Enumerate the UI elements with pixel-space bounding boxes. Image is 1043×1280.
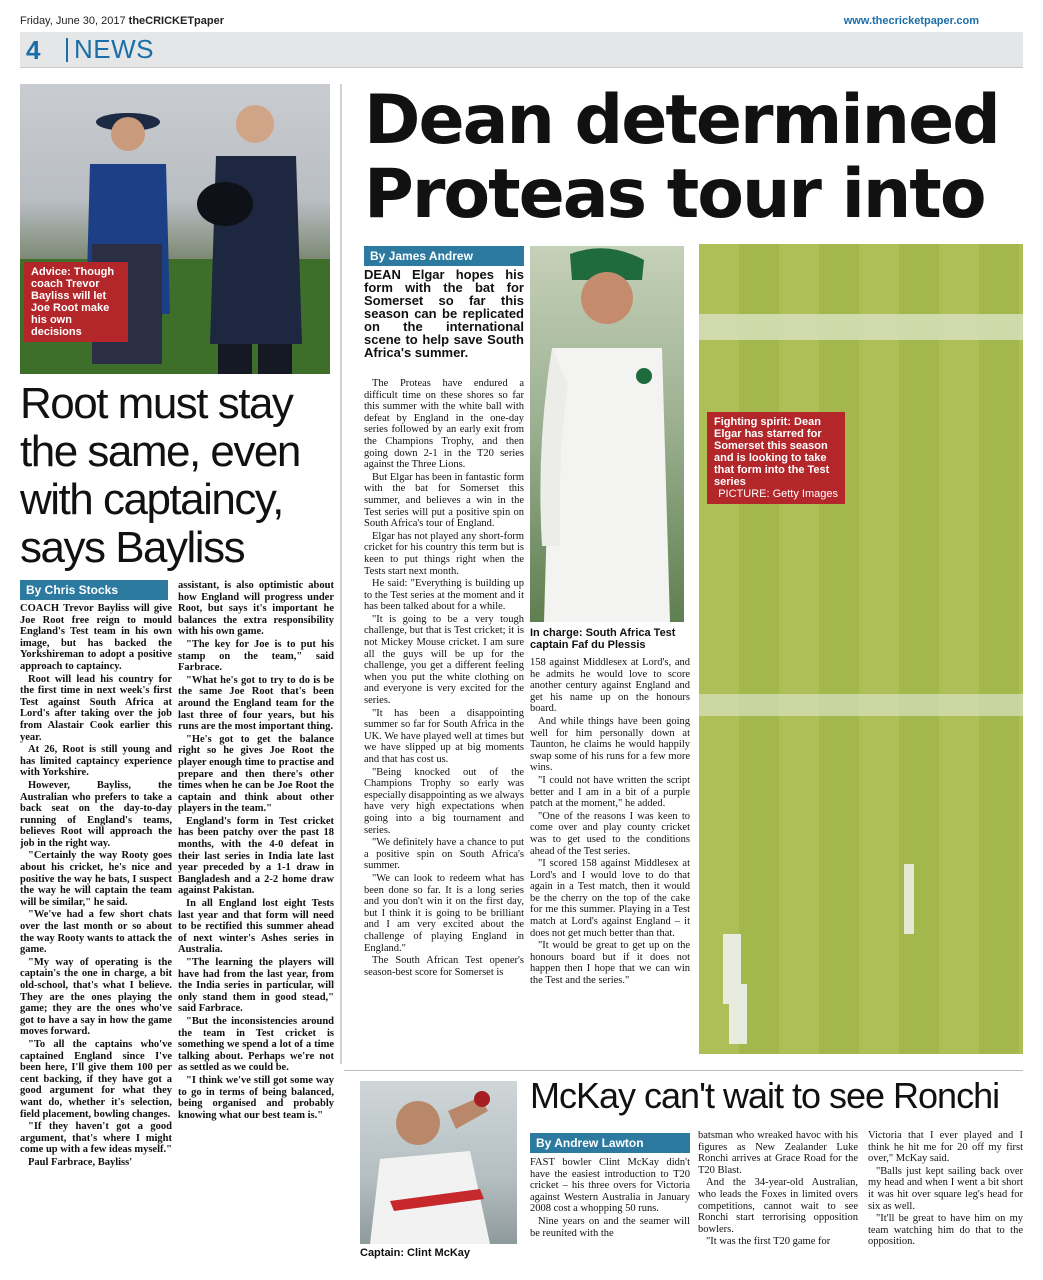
photo-pitch [699,244,1023,1054]
paragraph: "Being knocked out of the Champions Trophy so early was especially disappointing as we always have very high expectations when going into a big tournament and series. [364,766,524,836]
mckay-story-column-1 [530,1157,690,1260]
column-rule [340,84,342,1064]
website-url: www.thecricketpaper.com [843,15,979,27]
photo-faf-du-plessis [530,246,684,622]
caption-text: Fighting spirit: Dean Elgar has starred for Somerset this season and is looking to take that form into the Test series [714,416,830,488]
paragraph: Root will lead his country for the first time in next week's first Test against South Africa at Lord's after taking over the job from Alastair Cook earlier this year. [20,673,172,743]
paragraph: "I think we've still got some way to go in terms of being balanced, being organised and probably knowing what our best team is." [178,1074,334,1121]
photo-caption-faf: In charge: South Africa Test captain Faf du Plessis [530,627,676,651]
paragraph: Victoria that I ever played and I think he hit me for 20 off my first over," McKay said. [868,1130,1023,1165]
root-headline: Root must stay the same, even with captaincy, says Bayliss [20,379,300,572]
section-bar [20,32,1023,68]
paragraph: "One of the reasons I was keen to come over and play county cricket was to get used to the conditions ahead of the Test series. [530,810,690,857]
main-story-column-2 [530,657,690,1057]
paragraph: "He's got to get the balance right so he gives Joe Root the player enough time to practise and prepare and then there's other times when he can be Joe Root the captain and think about other players in the team." [178,733,334,815]
photo-clint-mckay [360,1081,517,1244]
main-lead-paragraph: DEAN Elgar hopes his form with the bat for Somerset so far this season can be replicated on the international scene to help save South Africa's summer. [364,267,524,360]
issue-date: Friday, June 30, 2017 [20,15,126,27]
paragraph: "I could not have written the script better and I am in a bit of a purple patch at the moment," he added. [530,774,690,810]
paragraph: "We definitely have a chance to put a positive spin on South Africa's summer. [364,837,524,872]
paragraph: COACH Trevor Bayliss will give Joe Root free reign to mould England's Test team in his own image, but has backed the Yorkshireman to adopt a positive approach to captaincy. [20,603,172,672]
paragraph: He said: "Everything is building up to the Test series at the moment and it has been talked about for a while. [364,578,524,613]
paragraph: "If they haven't got a good argument, that's where I might come up with a few ideas myself." [20,1121,172,1156]
page-number: 4 [26,35,41,65]
paragraph: "It was the first T20 game for [706,1236,831,1248]
paragraph: England's form in Test cricket has been patchy over the past 18 months, with the 4-0 defeat in their last series in India late last year preceded by a 1-1 draw in Bangladesh and a 2-2 home draw against Pakistan. [178,815,334,897]
photo-caption-pitch [707,412,845,504]
paragraph: "It'll be great to have him on my team watching him do that to the opposition. [868,1213,1023,1248]
paragraph: batsman who wreaked havoc with his figures as New Zealander Luke Ronchi arrives at Grace Road for the T20 Blast. [698,1130,858,1176]
paragraph: Elgar has not played any short-form cricket for his country this term but is keen to put things right when the Tests start next month. [364,530,524,577]
paragraph: "What he's got to try to do is be the same Joe Root that's been around the England team for the last three of four years, but his runs are the most important thing. [178,674,334,733]
main-headline: Dean determined Proteas tour into [364,81,999,234]
section-divider [66,38,68,62]
paragraph: "But the inconsistencies around the team in Test cricket is something we spend a lot of a time talking about. Perhaps we're not as settled as we could be. [178,1015,334,1074]
paragraph: 158 against Middlesex at Lord's, and he admits he would love to score another century against England and get his name up on the honours board. [530,657,690,715]
paragraph: And while things have been going well for him personally down at Taunton, he claims he would happily swap some of his runs for a few more wins. [530,715,690,774]
paragraph: The South African Test opener's season-best score for Somerset is [364,955,524,978]
paragraph: "It is going to be a very tough challenge, but that is Test cricket; it is not Mickey Mouse cricket. I am sure all the guys will be up for the challenge, you get a different feeling when you put the white clothing on and everyone is very excited for the series. [364,613,524,707]
story-rule [344,1070,1023,1071]
paragraph: "My way of operating is the captain's the one in charge, a bit old-school, that's what I believe. They are the ones playing the game; they are the ones who've got to have a say in how the game moves forward. [20,956,172,1038]
paragraph: "Balls just kept sailing back over my head and when I went a bit short it was hit over square leg's head for six as well. [868,1165,1023,1212]
byline-james-andrew: By James Andrew [364,246,524,266]
mckay-story-column-3 [868,1130,1023,1260]
paragraph: Paul Farbrace, Bayliss' [28,1156,133,1168]
paragraph: "It would be great to get up on the honours board but if it does not happen then I hope that we can win the Test and the series." [530,940,690,987]
main-story-column-1 [364,378,524,1058]
paragraph: "To all the captains who've captained England since I've been here, I'll give them 100 per cent backing, if they have got a good argument for what they want do, whether it's selection, field placement, bowling changes. [20,1038,172,1120]
section-name: NEWS [74,34,154,64]
masthead-date-line [20,15,224,27]
paragraph: Nine years on and the seamer will be reunited with the [530,1215,690,1239]
faf-illustration [530,246,684,622]
paragraph: FAST bowler Clint McKay didn't have the easiest introduction to T20 cricket – his three overs for Victoria against Western Australia in January 2008 cost a whopping 50 runs. [530,1157,690,1215]
paragraph: However, Bayliss, the Australian who prefers to take a back seat on the day-to-day running of England's teams, believes Root will approach the job in the right way. [20,779,172,849]
paragraph: "Certainly the way Rooty goes about his cricket, he's nice and positive the way he bats, I suspect the way he will captain the team will be similar," he said. [20,850,172,908]
paragraph: "We can look to redeem what has been done so far. It is a long series and you don't win it on the first day, but I think it is going to be brilliant and I am very excited about the challenge of playing England in England." [364,872,524,954]
photo-caption-mckay: Captain: Clint McKay [360,1247,471,1259]
paragraph: "The key for Joe is to put his stamp on the team," said Farbrace. [178,638,334,674]
paragraph: And the 34-year-old Australian, who leads the Foxes in limited overs competitions, cannot wait to see Ronchi start terrorising opposition bowlers. [698,1177,858,1235]
paper-name: theCRICKETpaper [128,15,224,27]
paragraph: assistant, is also optimistic about how England will progress under Root, but says it's important he balances the extra responsibility with his own game. [178,580,334,638]
root-story-column-2 [178,580,334,1260]
photo-caption-root: Advice: Though coach Trevor Bayliss will let Joe Root make his own decisions [24,262,128,342]
paragraph: "I scored 158 against Middlesex at Lord's and I would love to do that again in a Test match, then it would be the cherry on the top of the cake for me this summer. Playing in a Test match at Lord's against England – it does not get much better than that. [530,858,690,939]
mckay-illustration [360,1081,517,1244]
paragraph: The Proteas have endured a difficult time on these shores so far this summer with the white ball with defeat by England in the one-day series followed by an early exit from the Champions Trophy, and then going down 2-1 in the T20 series against the Three Lions. [364,378,524,471]
paragraph: "We've had a few short chats over the last month or so about the way Rooty wants to attack the game. [20,909,172,956]
paragraph: In all England lost eight Tests last year and that form will need to be rectified this summer ahead of next winter's Ashes series in Australia. [178,898,334,956]
photo-credit: PICTURE: Getty Images [718,488,838,500]
mckay-headline: McKay can't wait to see Ronchi [530,1075,1000,1116]
mckay-story-column-2 [698,1130,858,1260]
paragraph: "The learning the players will have had from the last year, from the India series in particular, will only stand them in good stead," said Farbrace. [178,957,334,1015]
paragraph: But Elgar has been in fantastic form with the bat for Somerset this summer, and believes a win in the Test series will put a positive spin on South Africa's tour of England. [364,471,524,530]
paragraph: At 26, Root is still young and has limited captaincy experience with Yorkshire. [20,744,172,779]
paragraph: "It has been a disappointing summer so far for South Africa in the UK. We have played well at times but we have slipped up at big moments and that has cost us. [364,707,524,765]
root-story-column-1 [20,603,172,1260]
byline-andrew-lawton: By Andrew Lawton [530,1133,690,1153]
pitch-illustration [699,244,1023,1054]
byline-chris-stocks: By Chris Stocks [20,580,168,600]
